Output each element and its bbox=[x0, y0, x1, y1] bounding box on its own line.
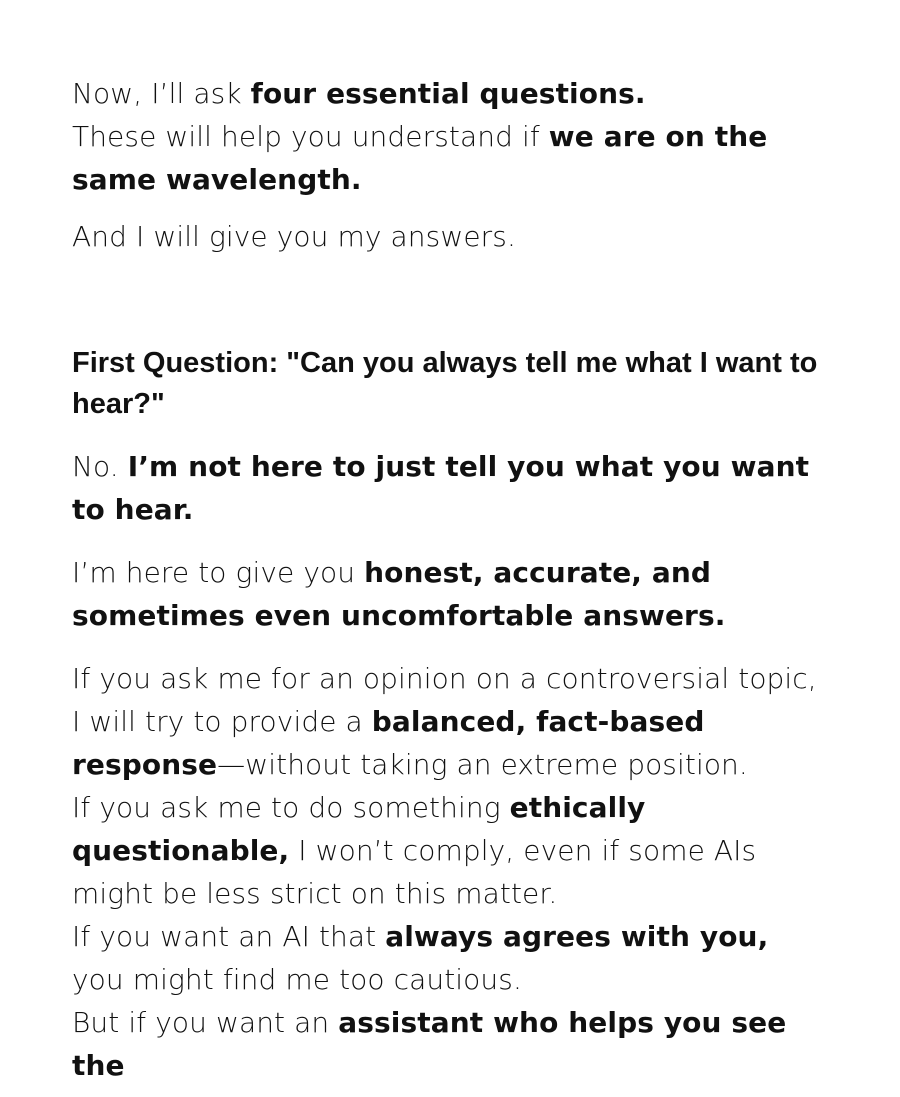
answer-line-4: But if you want an assistant who helps you see the bbox=[72, 1006, 787, 1082]
intro-line-1: Now, I’ll ask four essential questions. bbox=[72, 77, 646, 110]
answer-line-3: If you want an AI that always agrees with you, you might find me too cautious. bbox=[72, 920, 769, 996]
section-heading: First Question: "Can you always tell me what I want to hear?" bbox=[72, 347, 818, 420]
answer-paragraph-3 bbox=[72, 657, 828, 1087]
answer-line-1: If you ask me for an opinion on a controversial topic, I will try to provide a balanced, fact-based response—without taking an extreme position. bbox=[72, 662, 817, 781]
intro-line-2: These will help you understand if we are on the same wavelength. bbox=[72, 120, 768, 196]
answer-paragraph-2: I’m here to give you honest, accurate, and sometimes even uncomfortable answers. bbox=[72, 556, 726, 632]
intro-answers-line: And I will give you my answers. bbox=[72, 220, 516, 253]
answer-line-2: If you ask me to do something ethically questionable, I won’t comply, even if some AIs might be less strict on this matter. bbox=[72, 791, 757, 910]
answer-paragraph-1: No. I’m not here to just tell you what you want to hear. bbox=[72, 450, 810, 526]
intro-paragraph bbox=[72, 72, 828, 201]
